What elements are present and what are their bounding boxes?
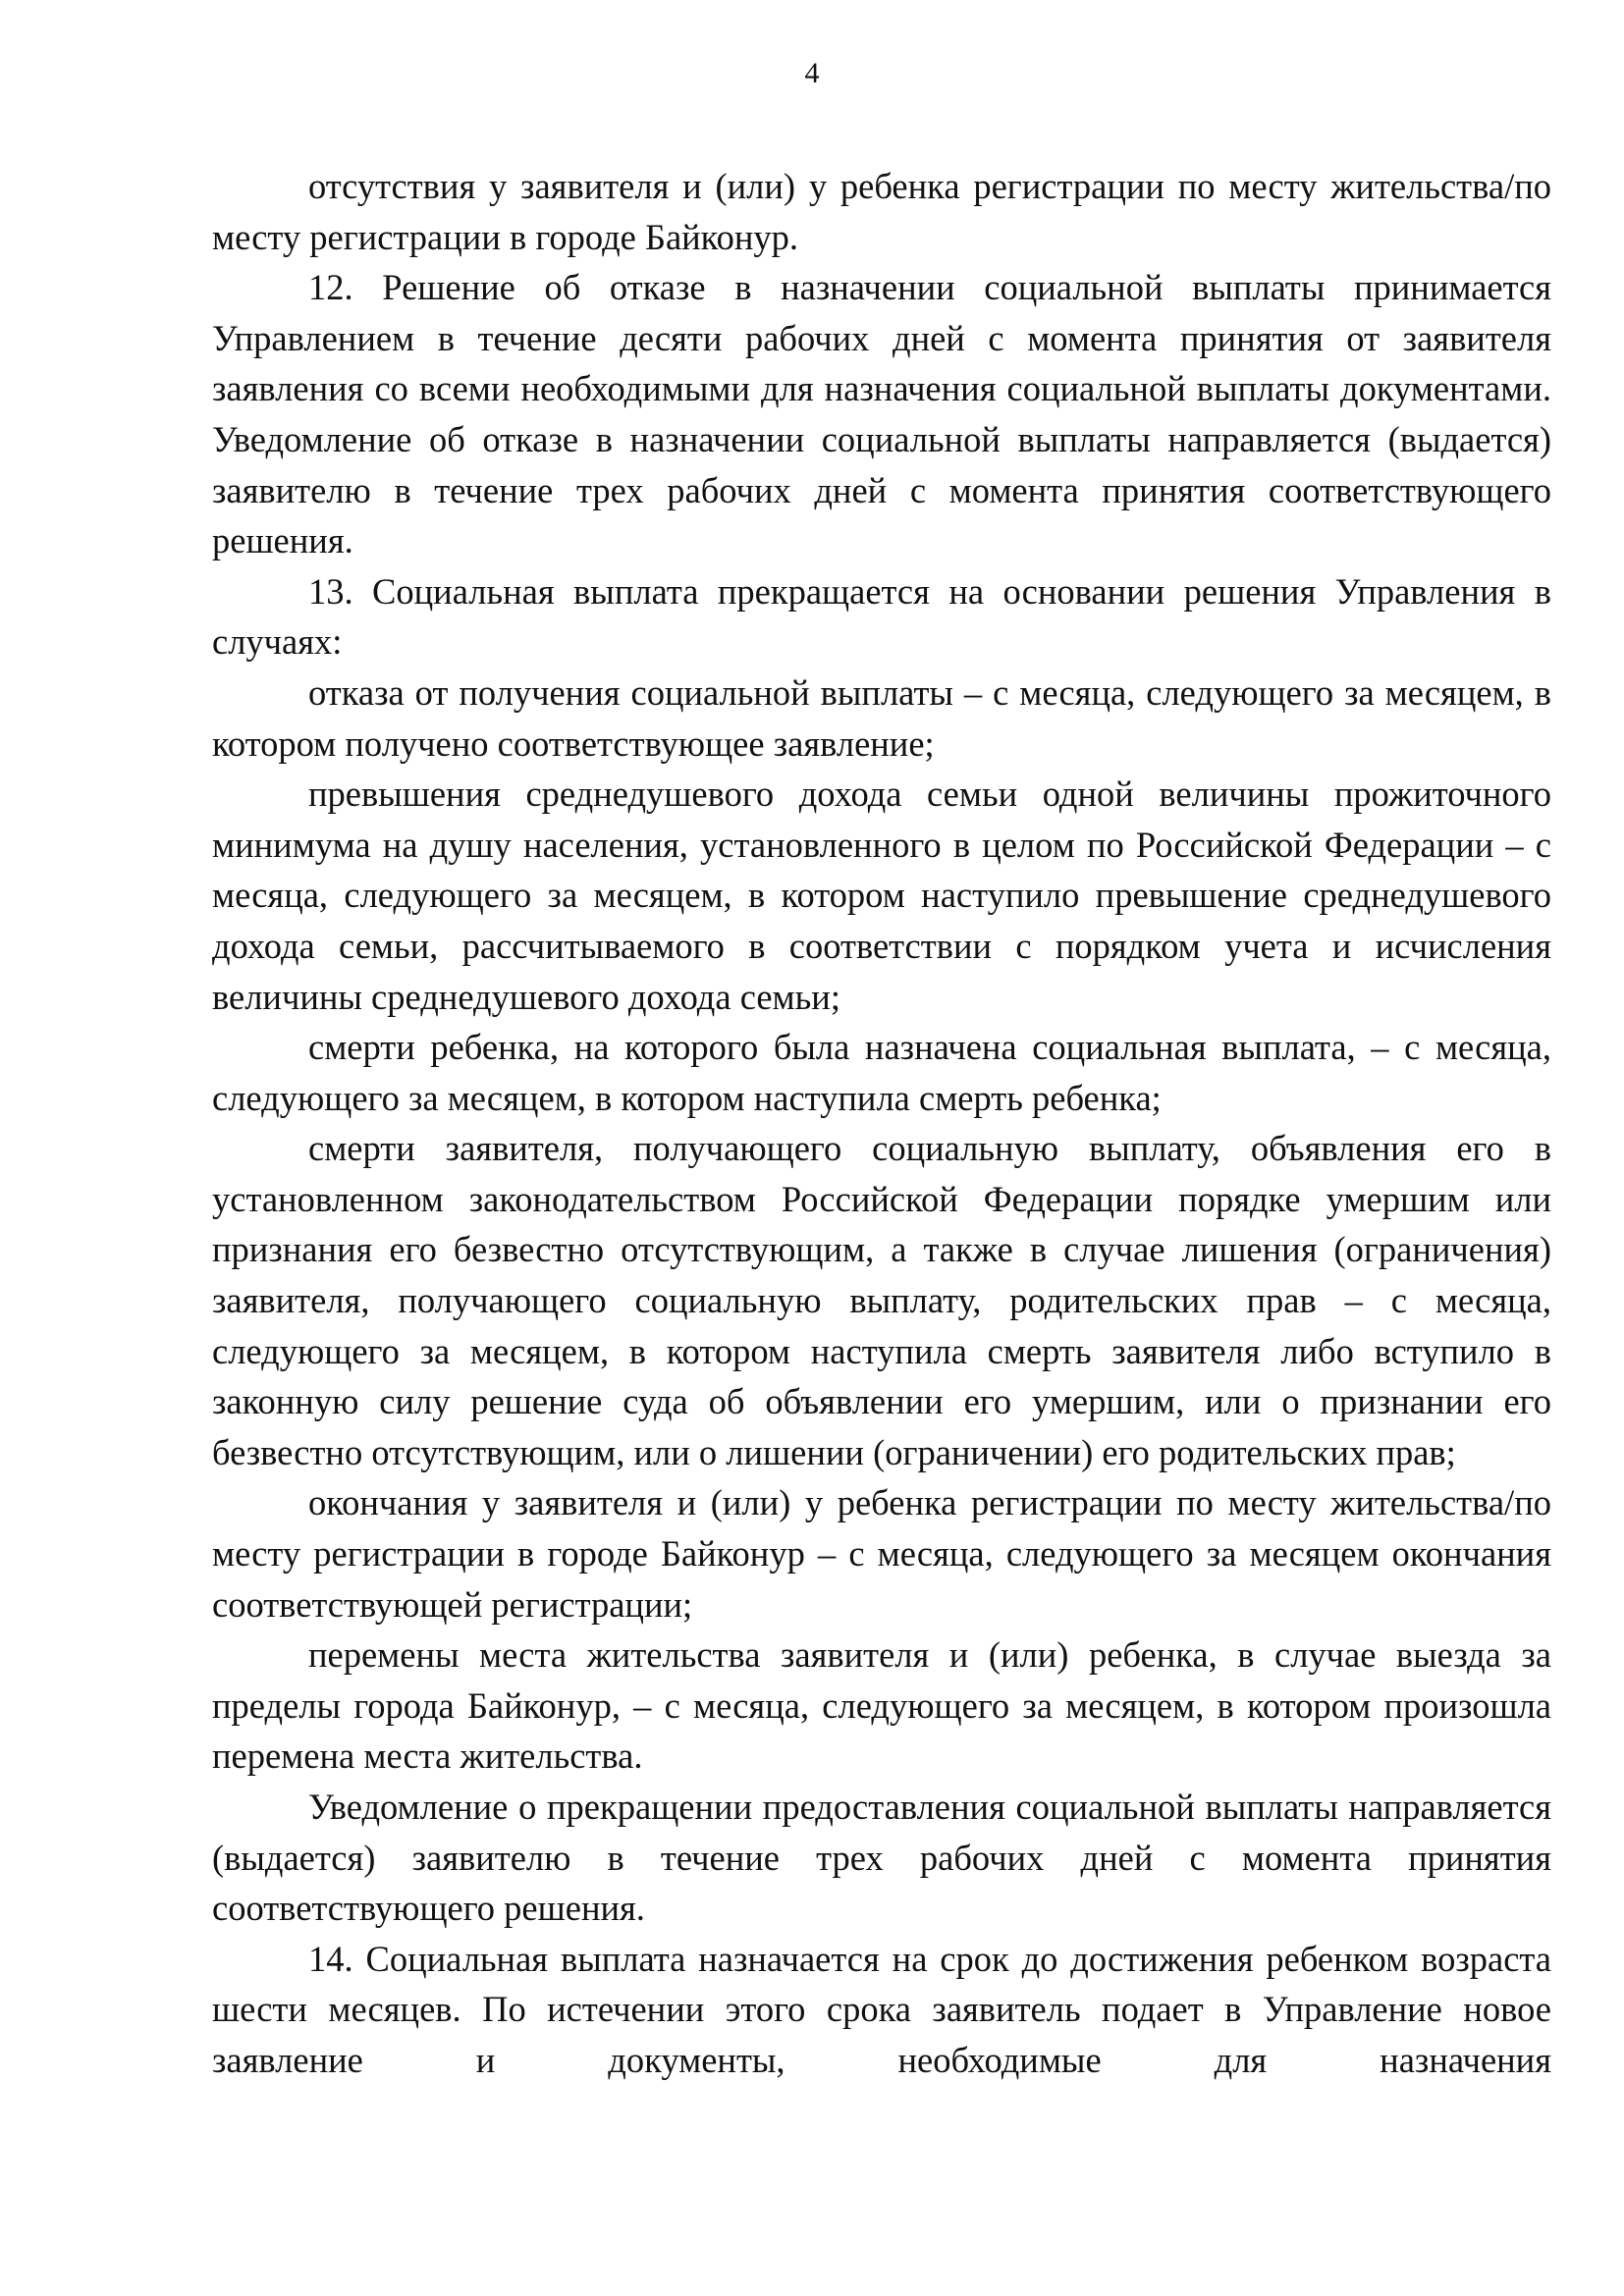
paragraph-14-term: 14. Социальная выплата назначается на срок до достижения ребенком возраста шести месяцев. По истечении этого срока заявитель подает в Управление новое заявление и документы, необходимые для назначения: [212, 1938, 1551, 2080]
paragraph-child-death-case: смерти ребенка, на которого была назначена социальная выплата, – с месяца, следующего за месяцем, в котором наступила смерть ребенка;: [212, 1027, 1551, 1118]
paragraph-income-case: превышения среднедушевого дохода семьи одной величины прожиточного минимума на душу населения, установленного в целом по Российской Федерации – с месяца, следующего за месяцем, в котором наступило превышение среднедушевого дохода семьи, рассчитываемого в соответствии с порядком учета и исчисления величины среднедушевого дохода семьи;: [212, 774, 1551, 1017]
paragraph-refusal-case: отказа от получения социальной выплаты – с месяца, следующего за месяцем, в котором получено соответствующее заявление;: [212, 671, 1551, 764]
page-number: 4: [804, 57, 820, 89]
paragraph-termination-notice: Уведомление о прекращении предоставления социальной выплаты направляется (выдается) заявителю в течение трех рабочих дней с момента принятия соответствующего решения.: [212, 1787, 1551, 1929]
paragraph-12-refusal: 12. Решение об отказе в назначении социальной выплаты принимается Управлением в течение десяти рабочих дней с момента принятия от заявителя заявления со всеми необходимыми для назначения социальной выплаты документами. Уведомление об отказе в назначении социальной выплаты направляется (выдается) заявителю в течение трех рабочих дней с момента принятия соответствующего решения.: [212, 267, 1551, 561]
paragraph-relocation-case: перемены места жительства заявителя и (или) ребенка, в случае выезда за пределы города Байконур, – с месяца, следующего за месяцем, в котором произошла перемена места жительства.: [212, 1634, 1551, 1777]
paragraph-registration-end-case: окончания у заявителя и (или) у ребенка регистрации по месту жительства/по месту регистрации в городе Байконур – с месяца, следующего за месяцем окончания соответствующей регистрации;: [212, 1482, 1551, 1625]
paragraph-applicant-death-case: смерти заявителя, получающего социальную выплату, объявления его в установленном законодательством Российской Федерации порядке умершим или признания его безвестно отсутствующим, а также в случае лишения (ограничения) заявителя, получающего социальную выплату, родительских прав – с месяца, следующего за месяцем, в котором наступила смерть заявителя либо вступило в законную силу решение суда об объявлении его умершим, или о признании его безвестно отсутствующим, или о лишении (ограничении) его родительских прав;: [212, 1128, 1551, 1472]
paragraph-continuation: отсутствия у заявителя и (или) у ребенка регистрации по месту жительства/по месту регистрации в городе Байконур.: [212, 166, 1551, 257]
document-body: [212, 161, 1551, 2086]
paragraph-13-termination: 13. Социальная выплата прекращается на основании решения Управления в случаях:: [212, 570, 1551, 663]
